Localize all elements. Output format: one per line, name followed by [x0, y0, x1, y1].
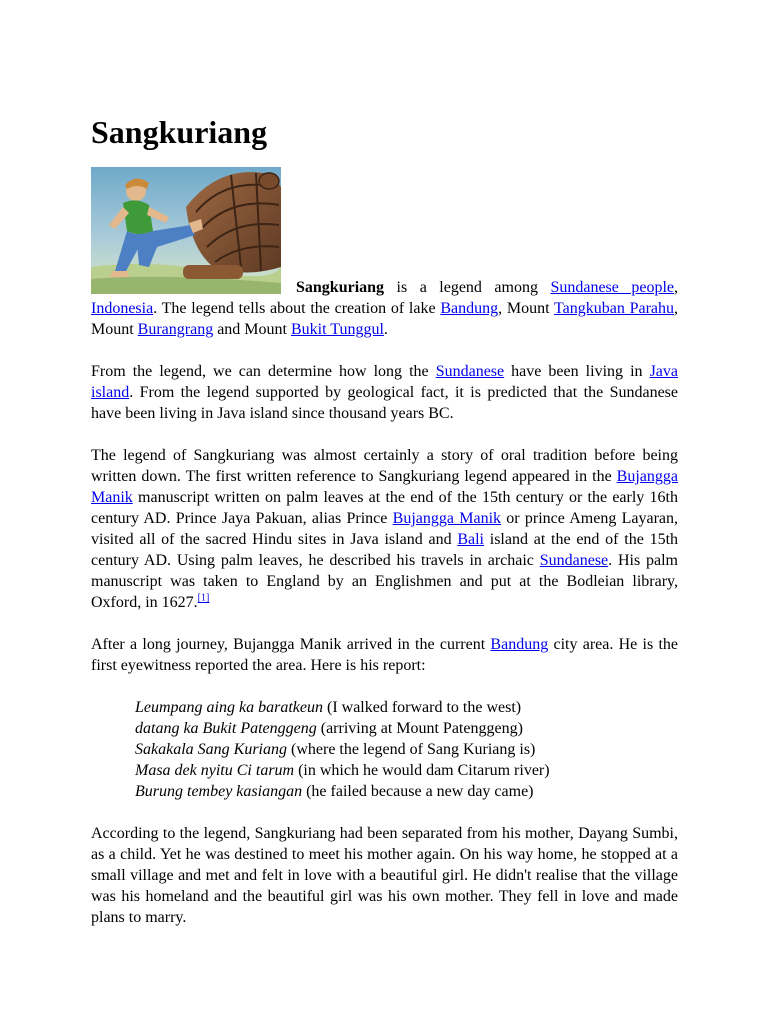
text-run: From the legend, we can determine how long the: [91, 363, 436, 380]
link-indonesia[interactable]: Indonesia: [91, 300, 154, 317]
text-run: city area. He is the first eyewitness reported the area. Here is his report:: [91, 636, 678, 674]
link-bukit-tunggul[interactable]: Bukit Tunggul: [290, 321, 384, 338]
poem-translation: (I walked forward to the west): [322, 699, 522, 716]
link-bandung-2[interactable]: Bandung: [490, 636, 549, 653]
text-run: . From the legend supported by geological fact, it is predicted that the Sundanese have been living in Java island since thousand years BC.: [91, 384, 678, 422]
sangkuriang-illustration: [91, 167, 281, 294]
link-sundanese-people[interactable]: Sundanese people: [550, 279, 674, 296]
poem-sundanese: Masa dek nyitu Ci tarum: [135, 762, 295, 779]
poem-sundanese: datang ka Bukit Patenggeng: [135, 720, 317, 737]
paragraph-history: [91, 361, 678, 424]
text-run: .: [383, 321, 388, 338]
text-run: , Mount: [91, 300, 678, 338]
footnote-ref-1[interactable]: [1]: [197, 592, 210, 604]
paragraph-legend: According to the legend, Sangkuriang had been separated from his mother, Dayang Sumbi, as a child. Yet he was destined to meet his mother again. On his way home, he stopped at a small village and met and felt in love with a beautiful girl. He didn't realise that the village was his homeland and the beautiful girl was his own mother. They fell in love and made plans to marry.: [91, 825, 678, 926]
text-run: . His palm manuscript was taken to England by an Englishmen and put at the Bodleian library, Oxford, in 1627.: [91, 552, 679, 611]
page-title: Sangkuriang: [91, 114, 268, 150]
poem-sundanese: Leumpang aing ka baratkeun: [135, 699, 323, 716]
link-bujangga-manik[interactable]: Bujangga Manik: [91, 468, 678, 506]
text-run: manuscript written on palm leaves at the end of the 15th century or the early 16th century AD. Prince Jaya Pakuan, alias Prince: [91, 489, 678, 527]
poem-translation: (he failed because a new day came): [302, 783, 534, 800]
link-sundanese[interactable]: Sundanese: [435, 363, 505, 380]
link-burangrang[interactable]: Burangrang: [137, 321, 214, 338]
paragraph-intro: [91, 277, 678, 340]
link-bali[interactable]: Bali: [457, 531, 484, 548]
text-run: After a long journey, Bujangga Manik arrived in the current: [91, 636, 491, 653]
term-bold: Sangkuriang: [296, 279, 385, 296]
poem-block: [135, 697, 678, 802]
text-run: ,: [674, 279, 678, 296]
link-tangkuban-parahu[interactable]: Tangkuban Parahu: [553, 300, 674, 317]
poem-translation: (where the legend of Sang Kuriang is): [287, 741, 536, 758]
text-run: , Mount: [498, 300, 554, 317]
poem-line: [135, 739, 678, 760]
poem-line: [135, 718, 678, 739]
text-run: island at the end of the 15th century AD. Using palm leaves, he described his travels in archaic: [91, 531, 679, 569]
poem-sundanese: Sakakala Sang Kuriang: [135, 741, 287, 758]
poem-translation: (arriving at Mount Patenggeng): [316, 720, 523, 737]
poem-translation: (in which he would dam Citarum river): [294, 762, 550, 779]
poem-line: [135, 697, 678, 718]
paragraph-journey: [91, 634, 678, 676]
paragraph-manuscript: [91, 445, 678, 613]
text-run: The legend of Sangkuriang was almost certainly a story of oral tradition before being written down. The first written reference to Sangkuriang legend appeared in the: [91, 447, 678, 485]
poem-line: [135, 781, 678, 802]
text-run: or prince Ameng Layaran, visited all of the sacred Hindu sites in Java island and: [91, 510, 678, 548]
link-sundanese-2[interactable]: Sundanese: [539, 552, 609, 569]
link-bujangga-manik-2[interactable]: Bujangga Manik: [392, 510, 502, 527]
poem-line: [135, 760, 678, 781]
article-body: [91, 277, 678, 949]
text-run: and Mount: [213, 321, 291, 338]
poem-sundanese: Burung tembey kasiangan: [135, 783, 303, 800]
link-java-island[interactable]: Java island: [91, 363, 678, 401]
text-run: is a legend among: [384, 279, 551, 296]
text-run: have been living in: [504, 363, 650, 380]
text-run: . The legend tells about the creation of lake: [153, 300, 441, 317]
link-bandung[interactable]: Bandung: [440, 300, 499, 317]
